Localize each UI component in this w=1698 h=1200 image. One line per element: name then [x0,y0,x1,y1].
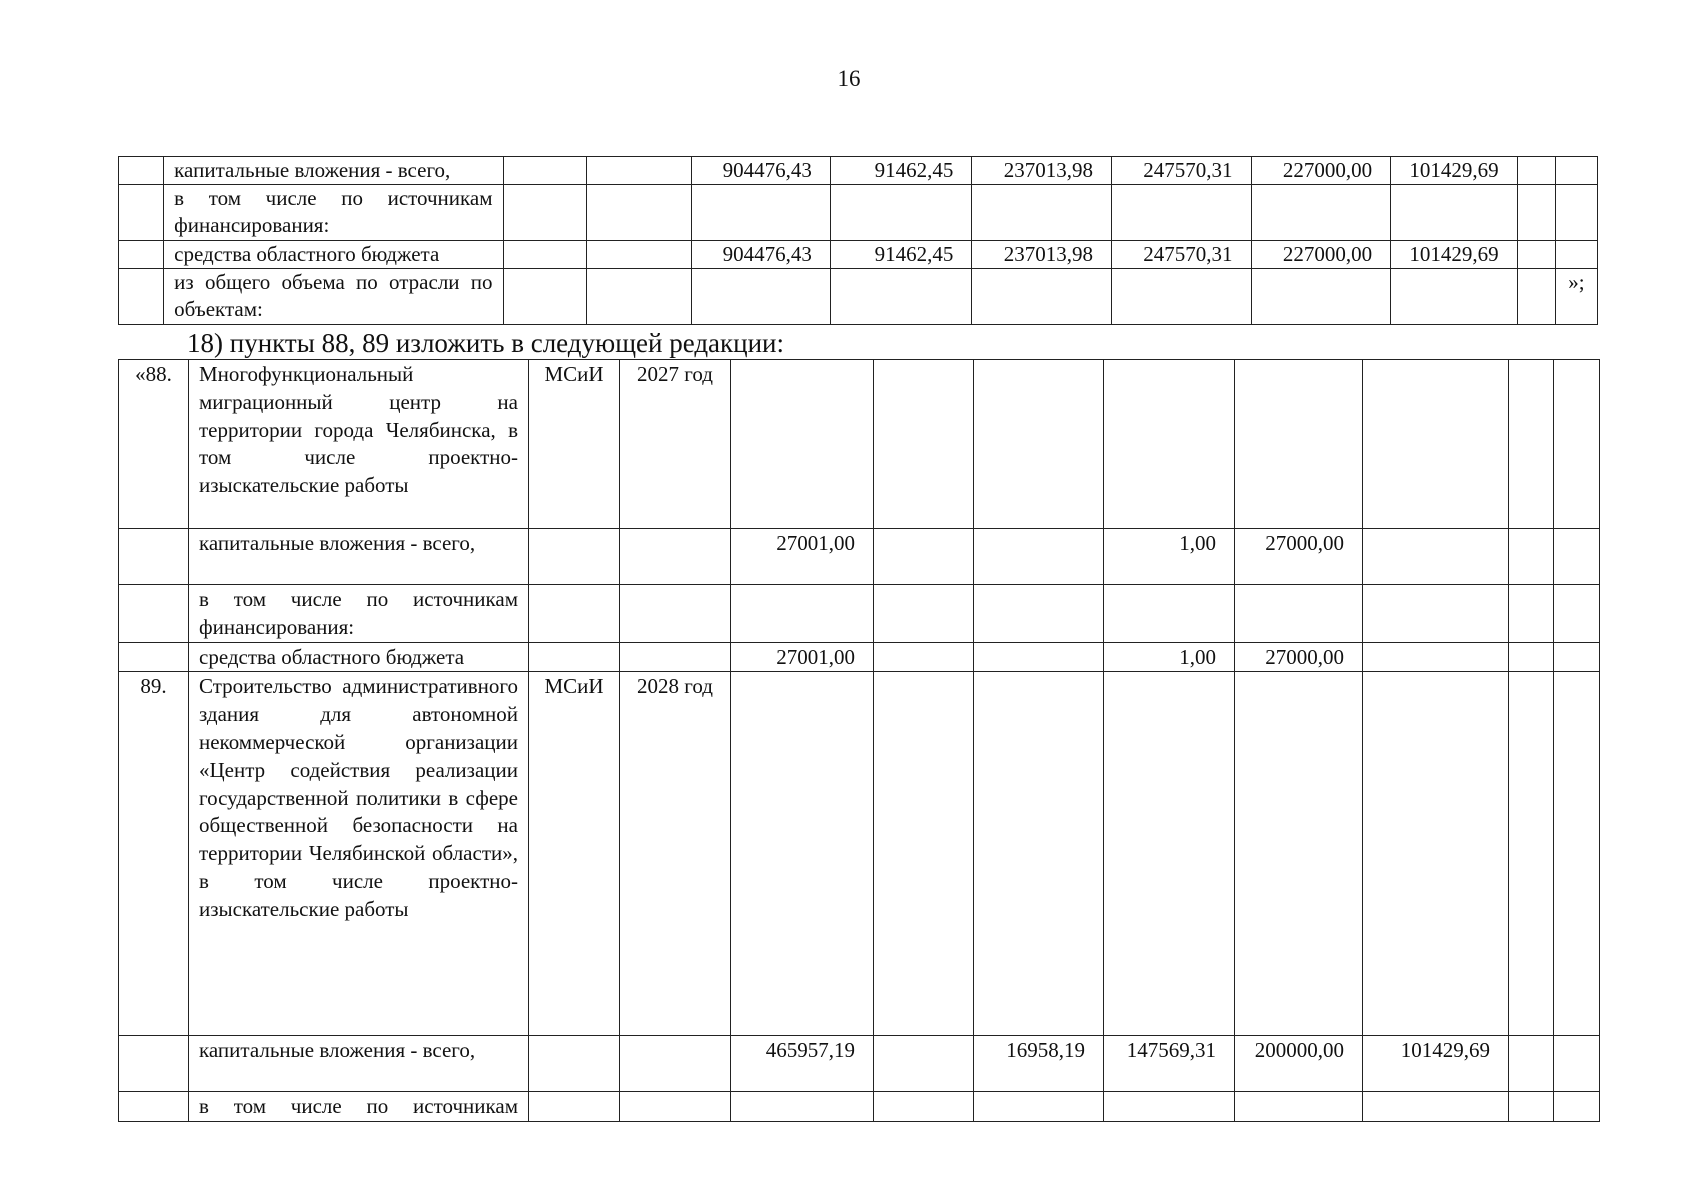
value-cell [874,585,974,643]
item-number: «88. [119,360,189,529]
value-cell: 101429,69 [1363,1036,1509,1092]
completion-year: 2028 год [620,672,731,1036]
value-cell [1363,1092,1509,1122]
row-label: средства областного бюджета [189,642,529,672]
table-row [119,241,1598,269]
value-cell: 27001,00 [731,529,874,585]
closing-quote: »; [1555,269,1597,325]
value-cell: 237013,98 [972,241,1112,269]
value-cell [692,269,831,325]
row-end [1555,241,1597,269]
value-cell: 101429,69 [1391,157,1518,185]
value-cell [974,642,1104,672]
responsible-org: МСиИ [529,360,620,529]
table-row [119,157,1598,185]
value-cell [731,1092,874,1122]
value-cell: 200000,00 [1235,1036,1363,1092]
row-label: в том числе по источникам финансирования: [189,585,529,643]
value-cell [1104,672,1235,1036]
value-cell [830,185,972,241]
value-cell [874,1092,974,1122]
row-label: в том числе по источникам финансирования: [164,185,503,241]
value-cell [1111,269,1251,325]
value-cell [974,360,1104,529]
value-cell [1391,269,1518,325]
value-cell [1251,185,1391,241]
value-cell [874,642,974,672]
value-cell: 27000,00 [1235,642,1363,672]
value-cell [1104,1092,1235,1122]
value-cell: 465957,19 [731,1036,874,1092]
value-cell [731,360,874,529]
table-row [119,269,1598,325]
value-cell [874,360,974,529]
table-row [119,585,1600,643]
item-title: Строительство административного здания для автономной некоммерческой организации «Центр содействия реализации государственной политики в сфере общественной безопасности на территории Челябинской области», в том числе проектно-изыскательские работы [189,672,529,1036]
value-cell [1391,185,1518,241]
value-cell [1363,360,1509,529]
value-cell [974,672,1104,1036]
value-cell [974,585,1104,643]
value-cell [1104,360,1235,529]
value-cell: 27000,00 [1235,529,1363,585]
value-cell: 247570,31 [1111,157,1251,185]
value-cell [1363,529,1509,585]
row-end [1555,185,1597,241]
value-cell: 227000,00 [1251,157,1391,185]
item-title: Многофункциональный миграционный центр на территории города Челябинска, в том числе проектно-изыскательские работы [189,360,529,529]
table-row [119,1036,1600,1092]
value-cell [972,185,1112,241]
value-cell: 904476,43 [692,241,831,269]
value-cell: 1,00 [1104,529,1235,585]
value-cell [692,185,831,241]
item-number: 89. [119,672,189,1036]
value-cell [974,529,1104,585]
value-cell: 227000,00 [1251,241,1391,269]
amendment-note: 18) пункты 88, 89 изложить в следующей редакции: [187,328,785,358]
value-cell [874,672,974,1036]
table-row [119,1092,1600,1122]
row-end [1555,157,1597,185]
value-cell: 27001,00 [731,642,874,672]
value-cell [731,585,874,643]
value-cell [731,672,874,1036]
row-label: капитальные вложения - всего, [189,1036,529,1092]
value-cell [1363,672,1509,1036]
budget-summary-table [118,156,1598,325]
row-label: из общего объема по отрасли по объектам: [164,269,503,325]
value-cell [1251,269,1391,325]
value-cell: 91462,45 [830,241,972,269]
table-row [119,529,1600,585]
projects-table [118,359,1600,1122]
value-cell [1235,360,1363,529]
value-cell [830,269,972,325]
value-cell: 147569,31 [1104,1036,1235,1092]
value-cell [1235,1092,1363,1122]
value-cell: 16958,19 [974,1036,1104,1092]
responsible-org: МСиИ [529,672,620,1036]
value-cell [1235,672,1363,1036]
page-number: 16 [837,66,861,91]
value-cell [1235,585,1363,643]
value-cell [1363,585,1509,643]
table-row [119,642,1600,672]
value-cell [874,529,974,585]
table-row [119,185,1598,241]
value-cell [972,269,1112,325]
value-cell: 247570,31 [1111,241,1251,269]
value-cell: 101429,69 [1391,241,1518,269]
table-row [119,672,1600,1036]
row-label: средства областного бюджета [164,241,503,269]
value-cell [1104,585,1235,643]
value-cell: 237013,98 [972,157,1112,185]
value-cell [1363,642,1509,672]
value-cell [974,1092,1104,1122]
row-label: в том числе по источникам [189,1092,529,1122]
row-label: капитальные вложения - всего, [164,157,503,185]
value-cell: 91462,45 [830,157,972,185]
value-cell: 904476,43 [692,157,831,185]
value-cell: 1,00 [1104,642,1235,672]
completion-year: 2027 год [620,360,731,529]
row-label: капитальные вложения - всего, [189,529,529,585]
value-cell [874,1036,974,1092]
table-row [119,360,1600,529]
value-cell [1111,185,1251,241]
